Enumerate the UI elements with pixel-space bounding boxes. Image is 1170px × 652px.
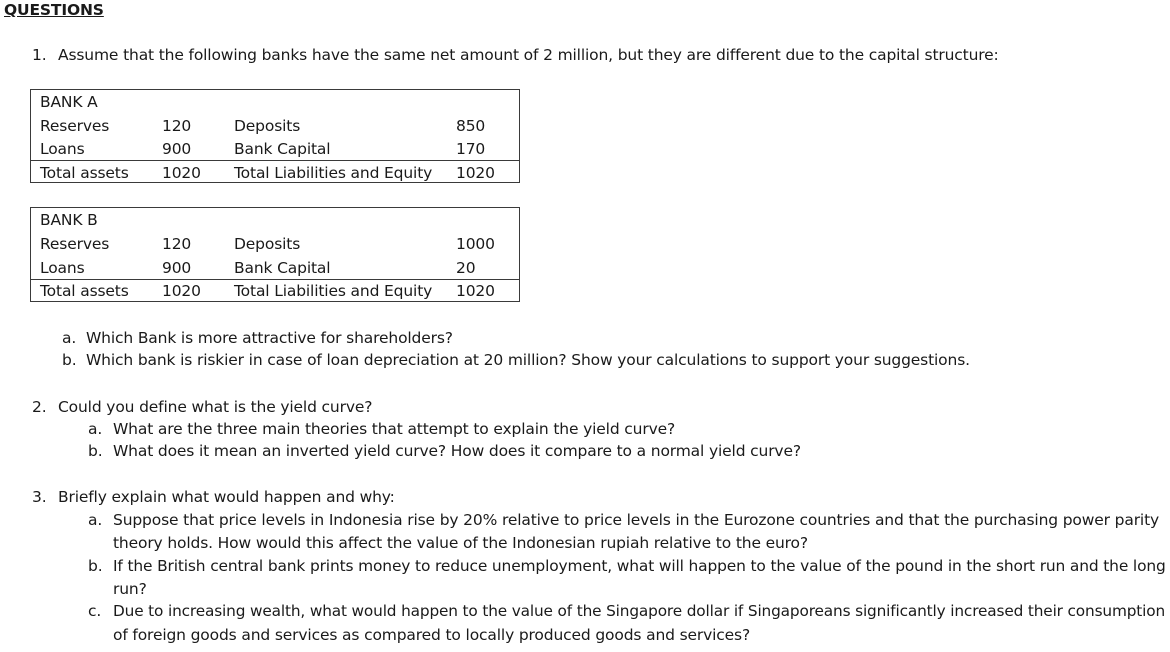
q3c-line2: of foreign goods and services as compared to locally produced goods and services? (113, 626, 751, 644)
bank-a-total-liabilities-value: 1020 (456, 164, 495, 182)
bank-b-asset-label: Reserves (40, 235, 110, 253)
q3-number: 3. (32, 488, 47, 506)
q2b-letter: b. (88, 442, 103, 460)
bank-a-asset-label: Loans (40, 140, 85, 158)
bank-b-liability-label: Deposits (234, 235, 301, 253)
q1-number: 1. (32, 46, 47, 64)
q3a-line2: theory holds. How would this affect the value of the Indonesian rupiah relative to the euro? (113, 534, 808, 552)
q3c-letter: c. (88, 602, 102, 620)
q2-text: Could you define what is the yield curve? (58, 398, 373, 416)
bank-a-liability-value: 170 (456, 140, 486, 158)
q3-text: Briefly explain what would happen and why: (58, 488, 395, 506)
q2a-letter: a. (88, 420, 103, 438)
q1a-letter: a. (62, 329, 77, 347)
q2a-text: What are the three main theories that attempt to explain the yield curve? (113, 420, 676, 438)
bank-b-title: BANK B (40, 211, 98, 229)
bank-a-total-assets-value: 1020 (162, 164, 201, 182)
q1a-text: Which Bank is more attractive for shareholders? (86, 329, 453, 347)
q3b-letter: b. (88, 557, 103, 575)
bank-b-total-assets-label: Total assets (40, 282, 129, 300)
bank-a-liability-label: Bank Capital (234, 140, 331, 158)
bank-a-total-liabilities-label: Total Liabilities and Equity (234, 164, 433, 182)
bank-a-asset-label: Reserves (40, 117, 110, 135)
bank-b-asset-value: 120 (162, 235, 192, 253)
bank-b-asset-label: Loans (40, 259, 85, 277)
bank-a-total-rule (31, 160, 519, 161)
q3b-line2: run? (113, 580, 147, 598)
bank-a-liability-label: Deposits (234, 117, 301, 135)
q3a-letter: a. (88, 511, 103, 529)
bank-b-total-liabilities-label: Total Liabilities and Equity (234, 282, 433, 300)
bank-b-table (30, 207, 520, 302)
bank-a-asset-value: 120 (162, 117, 192, 135)
bank-b-liability-label: Bank Capital (234, 259, 331, 277)
bank-b-total-rule (31, 279, 519, 280)
q3b-line1: If the British central bank prints money to reduce unemployment, what will happen to the value of the pound in the short run and the long (113, 557, 1166, 575)
page-heading: QUESTIONS (4, 1, 104, 19)
bank-a-title: BANK A (40, 93, 98, 111)
bank-b-total-liabilities-value: 1020 (456, 282, 495, 300)
q1b-text: Which bank is riskier in case of loan depreciation at 20 million? Show your calculations to support your suggestions. (86, 351, 970, 369)
bank-b-total-assets-value: 1020 (162, 282, 201, 300)
bank-b-asset-value: 900 (162, 259, 192, 277)
bank-a-table (30, 89, 520, 183)
q2-number: 2. (32, 398, 47, 416)
q2b-text: What does it mean an inverted yield curve? How does it compare to a normal yield curve? (113, 442, 801, 460)
bank-a-total-assets-label: Total assets (40, 164, 129, 182)
bank-b-liability-value: 1000 (456, 235, 495, 253)
bank-a-liability-value: 850 (456, 117, 486, 135)
q1-text: Assume that the following banks have the same net amount of 2 million, but they are different due to the capital structure: (58, 46, 999, 64)
q1b-letter: b. (62, 351, 77, 369)
q3a-line1: Suppose that price levels in Indonesia rise by 20% relative to price levels in the Eurozone countries and that the purchasing power parity (113, 511, 1160, 529)
q3c-line1: Due to increasing wealth, what would happen to the value of the Singapore dollar if Singaporeans significantly increased their consumption (113, 602, 1166, 620)
bank-b-liability-value: 20 (456, 259, 476, 277)
bank-a-asset-value: 900 (162, 140, 192, 158)
